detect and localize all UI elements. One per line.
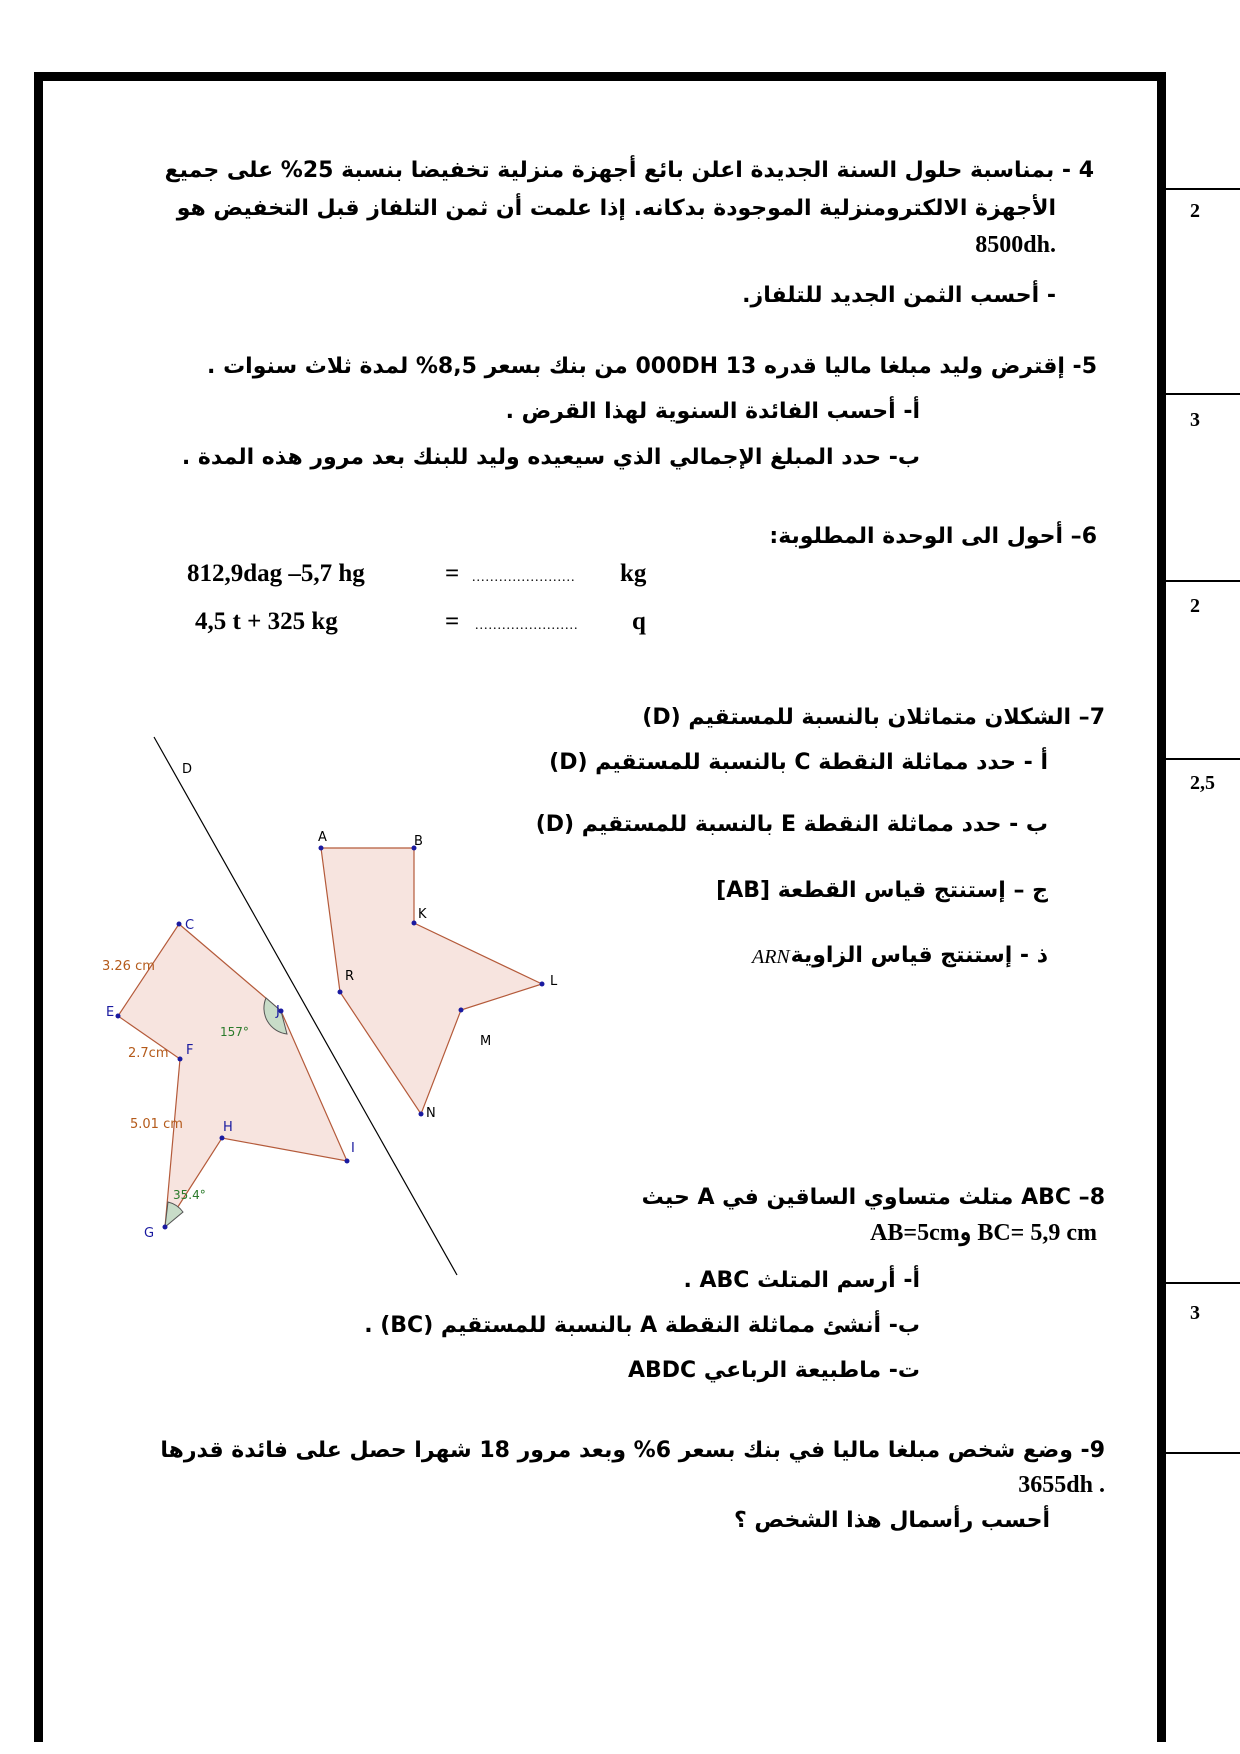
score-divider [1166,758,1240,760]
q7-title: 7– الشكلان متماثلان بالنسبة للمستقيم (D) [642,705,1105,730]
point-h [220,1136,225,1141]
symmetry-figure [90,725,690,1285]
label-i: I [351,1141,355,1156]
frame-right-border [1157,72,1166,1742]
q6-row1-answer-blank[interactable]: ....................... [472,570,576,585]
point-k [412,921,417,926]
label-h: H [223,1120,233,1135]
label-b: B [414,834,423,849]
label-k: K [418,907,427,922]
angle-mark-35 [165,1202,183,1227]
point-f [178,1057,183,1062]
label-n: N [426,1106,436,1121]
label-r: R [345,969,355,984]
measure-ef: 2.7cm [128,1046,169,1061]
q8-part-b: ب- أنشئ مماثلة النقطة A بالنسبة للمستقيم (BC) . [364,1313,920,1338]
q8-part-c: ت- ماطبيعة الرباعي ABDC [627,1358,920,1383]
q5-part-a: أ- أحسب الفائدة السنوية لهذا القرض . [505,399,920,424]
q9-line2: . 3655dh [1018,1472,1105,1498]
frame-left-border [34,72,43,1742]
q4-line2: الأجهزة الالكترومنزلية الموجودة بدكانه. إذا علمت أن ثمن التلفاز قبل التخفيض هو [176,196,1056,221]
right-polygon [321,848,542,1114]
score-q8: 3 [1190,1302,1200,1324]
q6-title: 6– أحول الى الوحدة المطلوبة: [769,524,1097,549]
score-divider [1166,1282,1240,1284]
score-q7: 2,5 [1190,772,1215,794]
frame-top-border [34,72,1166,81]
label-a: A [318,830,327,845]
point-e [116,1014,121,1019]
q7-part-d: ذ - إستنتج قياس الزاوية [790,943,1048,968]
q6-row1-expr: 812,9dag –5,7 hg [187,560,365,587]
q4-line3: .8500dh [975,232,1056,258]
q8-line2: BC= 5,9 cm وAB=5cm [870,1220,1097,1246]
label-g: G [144,1226,155,1241]
q6-row2-unit: q [632,608,646,635]
label-j: J [276,1004,280,1019]
point-m [459,1008,464,1013]
point-n [419,1112,424,1117]
q6-row1-eq: = [445,560,460,587]
q6-row2-eq: = [445,608,460,635]
point-l [540,982,545,987]
q8-part-a: أ- أرسم المتلث ABC . [683,1268,920,1293]
point-r [338,990,343,995]
measure-angle-j: 157° [220,1025,249,1039]
score-divider [1166,1452,1240,1454]
measure-ce: 3.26 cm [102,959,155,974]
measure-fg: 5.01 cm [130,1117,183,1132]
q6-row1-unit: kg [620,560,647,587]
score-q6: 2 [1190,595,1200,617]
label-l: L [550,974,558,989]
point-a [319,846,324,851]
q6-row2-expr: 4,5 t + 325 kg [195,608,338,635]
q4-task: - أحسب الثمن الجديد للتلفاز. [742,283,1056,308]
point-c [177,922,182,927]
score-q4: 2 [1190,200,1200,222]
q7-part-c: ج – إستنتج قياس القطعة [AB] [716,878,1048,903]
q7-part-a: أ - حدد مماثلة النقطة C بالنسبة للمستقيم (D) [549,750,1048,775]
label-f: F [186,1043,194,1058]
q8-line1: 8– ABC متلث متساوي الساقين في A حيث [641,1185,1105,1210]
point-g [163,1225,168,1230]
score-divider [1166,188,1240,190]
score-divider [1166,393,1240,395]
label-m: M [480,1034,492,1049]
measure-angle-g: 35.4° [173,1188,206,1202]
score-q5: 3 [1190,409,1200,431]
axis-label-d: D [182,762,193,777]
q6-row2-answer-blank[interactable]: ....................... [475,618,579,633]
label-c: C [185,918,195,933]
label-e: E [106,1005,115,1020]
q5-part-b: ب- حدد المبلغ الإجمالي الذي سيعيده وليد للبنك بعد مرور هذه المدة . [181,445,920,470]
q9-line1: 9- وضع شخص مبلغا ماليا في بنك بسعر 6% وبعد مرور 18 شهرا حصل على فائدة قدرها [160,1438,1105,1463]
q4-line1: 4 - بمناسبة حلول السنة الجديدة اعلن بائع أجهزة منزلية تخفيضا بنسبة 25% على جميع [164,158,1094,183]
q7-angle-label: ARN [752,946,790,968]
point-i [345,1159,350,1164]
q7-part-b: ب - حدد مماثلة النقطة E بالنسبة للمستقيم (D) [535,812,1048,837]
q9-task: أحسب رأسمال هذا الشخص ؟ [734,1508,1050,1533]
q5-line1: 5- إقترض وليد مبلغا ماليا قدره 13 000DH من بنك بسعر 8,5% لمدة ثلاث سنوات . [207,354,1097,379]
score-divider [1166,580,1240,582]
